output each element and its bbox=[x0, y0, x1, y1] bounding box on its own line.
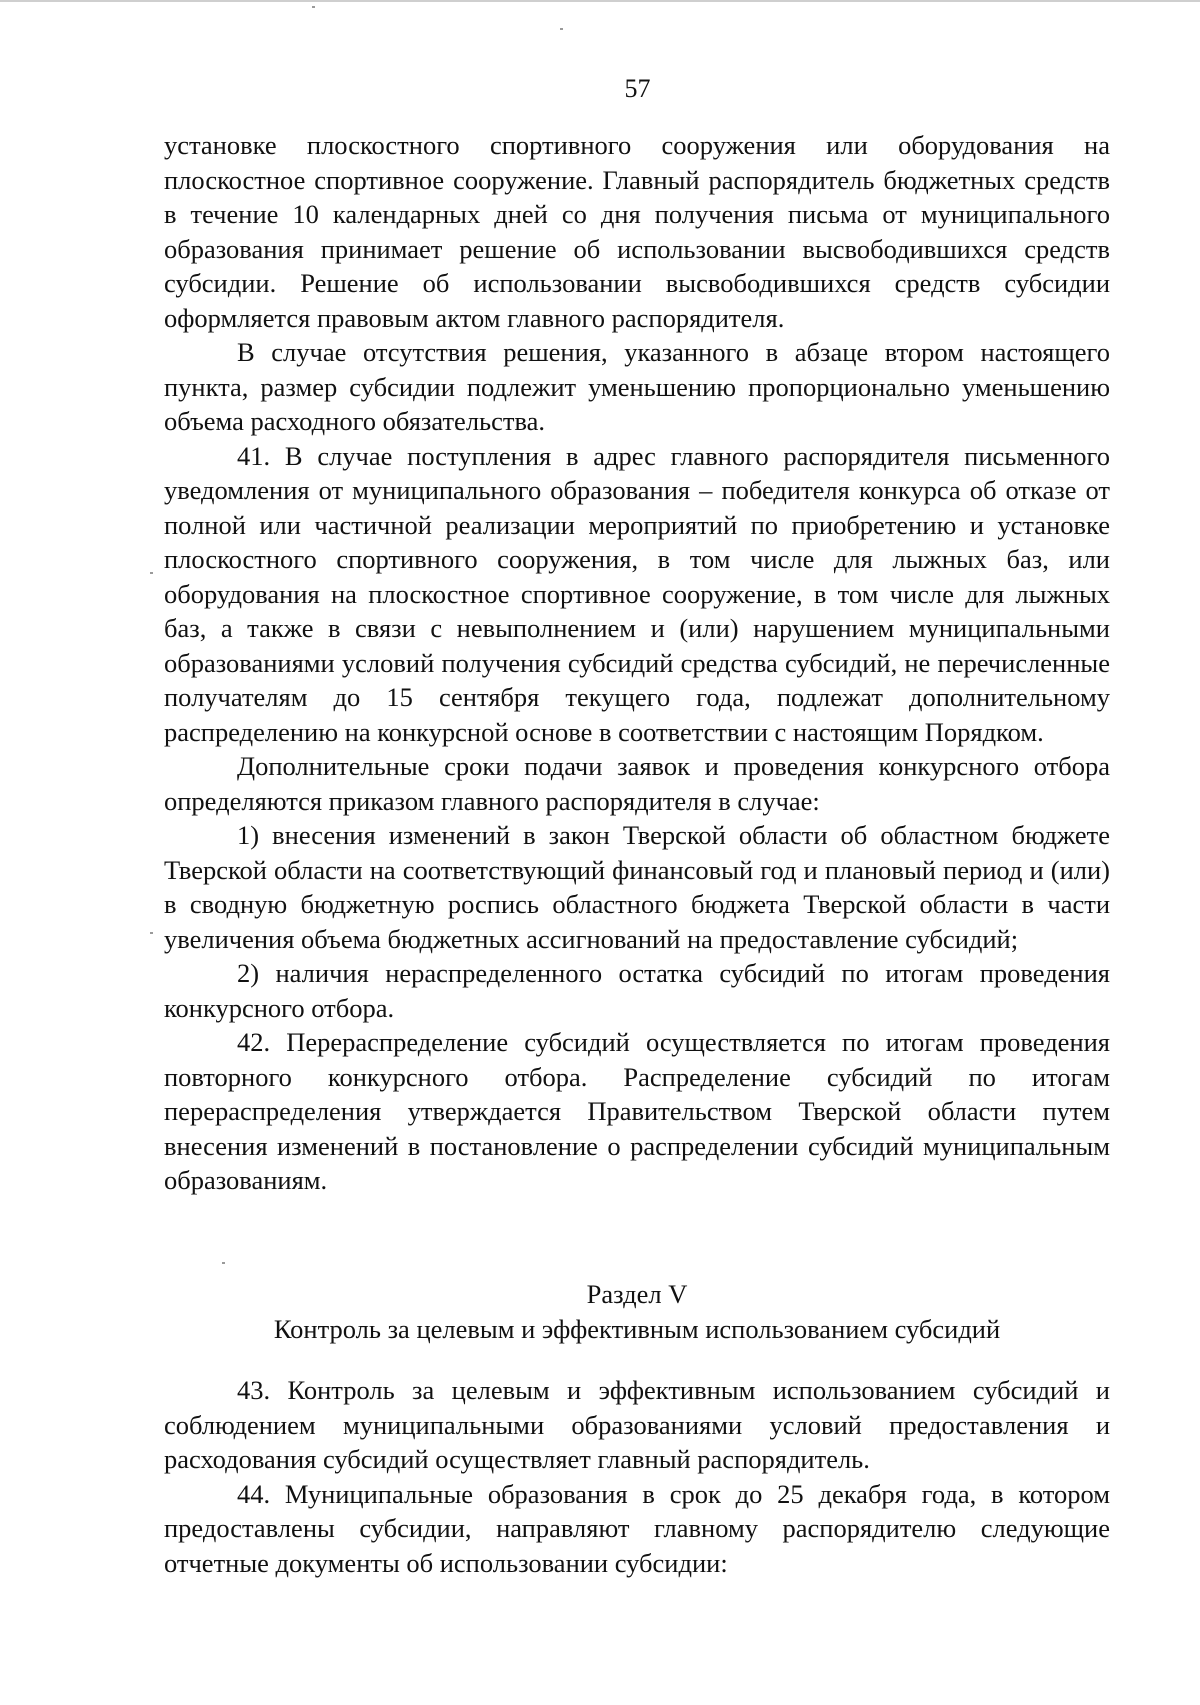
scan-edge-line bbox=[0, 0, 1200, 2]
scan-artifact bbox=[312, 6, 315, 8]
section-title: Контроль за целевым и эффективным использованием субсидий bbox=[273, 1314, 1001, 1344]
paragraph-item-44: 44. Муниципальные образования в срок до 25 декабря года, в котором предоставлены субсидии, направляют главному распорядителю следующие отчетные документы об использовании субсидии: bbox=[164, 1478, 1110, 1578]
paragraph: Дополнительные сроки подачи заявок и проведения конкурсного отбора определяются приказом главного распорядителя в случае: bbox=[164, 751, 1110, 816]
body-text-upper bbox=[164, 128, 1110, 1198]
paragraph: установке плоскостного спортивного сооружения или оборудования на плоскостное спортивное сооружение. Главный распорядитель бюджетных средств в течение 10 календарных дней со дня получения письма от муниципального образования принимает решение об использовании высвободившихся средств субсидии. Решение об использовании высвободившихся средств субсидии оформляется правовым актом главного распорядителя. bbox=[164, 130, 1110, 333]
paragraph-item-41: 41. В случае поступления в адрес главного распорядителя письменного уведомления от муниципального образования – победителя конкурса об отказе от полной или частичной реализации мероприятий по приобретению и установке плоскостного спортивного сооружения, в том числе для лыжных баз, или оборудования на плоскостное спортивное сооружение, в том числе для лыжных баз, а также в связи с невыполнением и (или) нарушением муниципальными образованиями условий получения субсидий средства субсидий, не перечисленные получателям до 15 сентября текущего года, подлежат дополнительному распределению на конкурсной основе в соответствии с настоящим Порядком. bbox=[164, 440, 1110, 747]
section-number: Раздел V bbox=[586, 1279, 688, 1309]
list-item: 2) наличия нераспределенного остатка субсидий по итогам проведения конкурсного отбора. bbox=[164, 958, 1110, 1023]
paragraph-item-43: 43. Контроль за целевым и эффективным использованием субсидий и соблюдением муниципальными образованиями условий предоставления и расходования субсидий осуществляет главный распорядитель. bbox=[164, 1375, 1110, 1474]
scan-artifact bbox=[222, 1262, 225, 1264]
paragraph-item-42: 42. Перераспределение субсидий осуществляется по итогам проведения повторного конкурсного отбора. Распределение субсидий по итогам перераспределения утверждается Правительством Тверской области путем внесения изменений в постановление о распределении субсидий муниципальным образованиям. bbox=[164, 1027, 1110, 1195]
page-number: 57 bbox=[624, 74, 651, 103]
scan-artifact bbox=[560, 28, 563, 30]
scan-artifact bbox=[150, 572, 153, 574]
paragraph: В случае отсутствия решения, указанного в абзаце втором настоящего пункта, размер субсидии подлежит уменьшению пропорционально уменьшению объема расходного обязательства. bbox=[164, 337, 1110, 436]
list-item: 1) внесения изменений в закон Тверской области об областном бюджете Тверской области на соответствующий финансовый год и плановый период и (или) в сводную бюджетную роспись областного бюджета Тверской области в части увеличения объема бюджетных ассигнований на предоставление субсидий; bbox=[164, 820, 1110, 954]
body-text-lower bbox=[164, 1373, 1110, 1580]
scan-artifact bbox=[150, 932, 153, 934]
